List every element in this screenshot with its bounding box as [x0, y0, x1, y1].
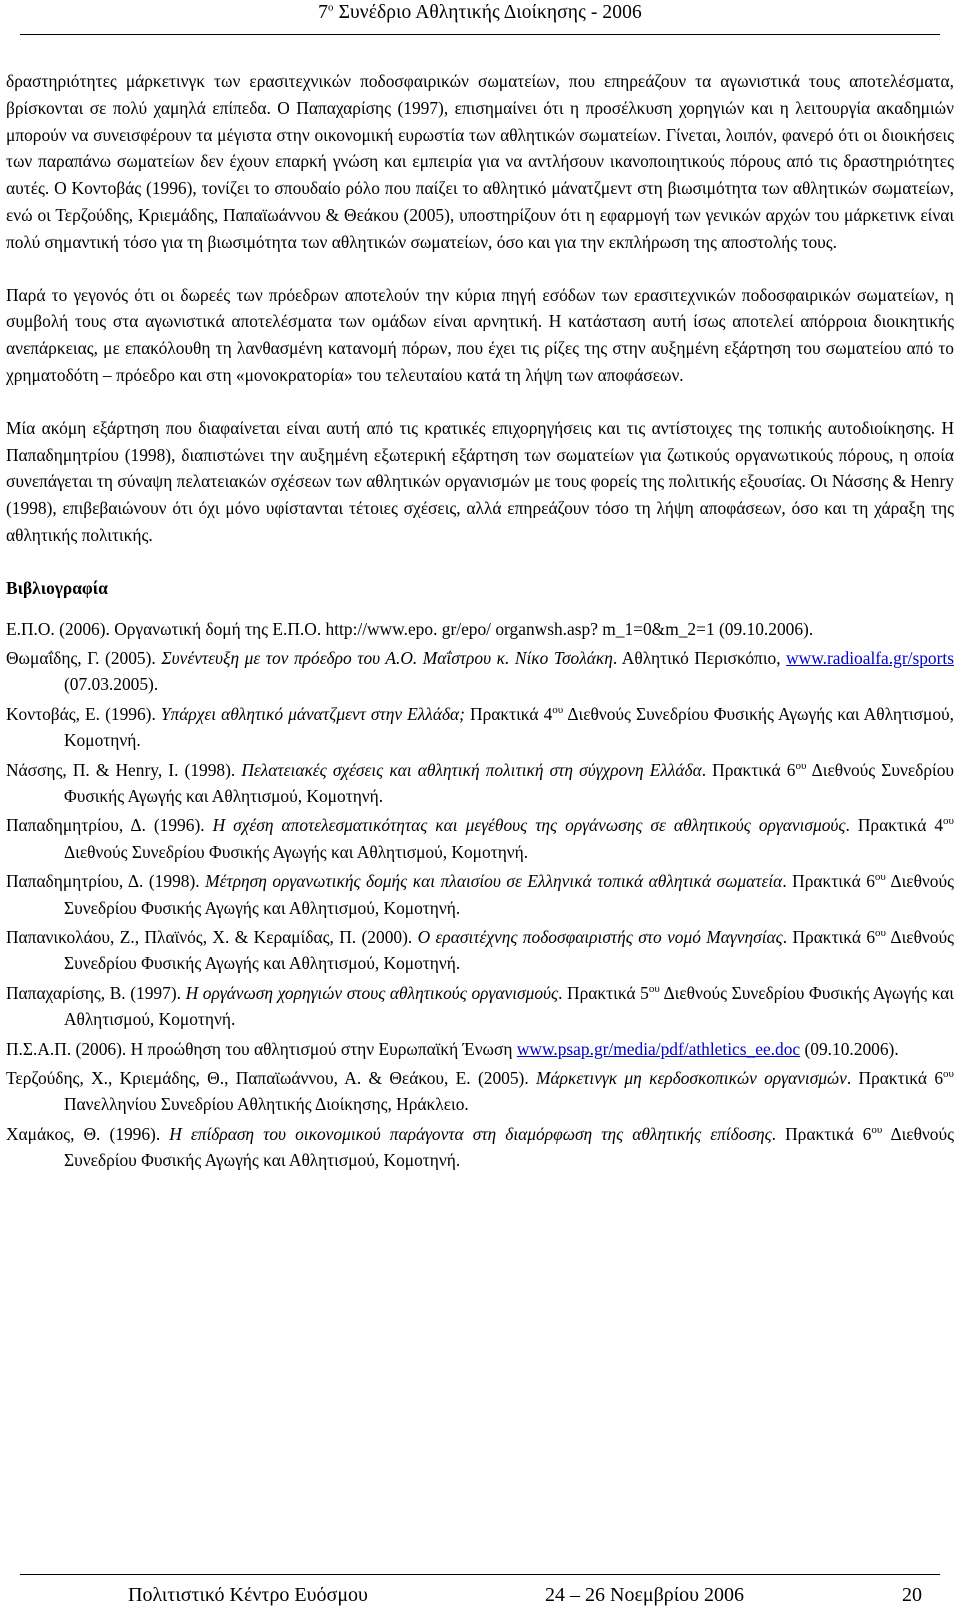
reference-item — [6, 1121, 954, 1174]
reference-title: Μάρκετινγκ μη κερδοσκοπικών οργανισμών — [535, 1068, 847, 1089]
paragraph-3: Μία ακόμη εξάρτηση που διαφαίνεται είναι αυτή από τις κρατικές επιχορηγήσεις και τις αντίστοιχες της τοπικής αυτοδιοίκησης. Η Παπαδημητρίου (1998), διαπιστώνει την αυξημένη εξωτερική εξάρτηση των σωματείων για ζωτικούς οργανωτικούς πόρους, η οποία συνεπάγεται τη σύναψη πελατειακών σχέσεων των αθλητικών οργανισμών με τους φορείς της πολιτικής εξουσίας. Οι Νάσσης & Henry (1998), επιβεβαιώνουν ότι όχι μόνο υφίστανται τέτοιες σχέσεις, αλλά επηρεάζουν τόσο τη λήψη αποφάσεων, όσο και τη χάραξη της αθλητικής πολιτικής. — [6, 417, 954, 545]
reference-ordinal: ου — [648, 983, 660, 996]
reference-ordinal: ου — [552, 703, 564, 716]
reference-author: Θωμαΐδης, Γ. (2005). — [6, 647, 162, 668]
reference-item — [6, 757, 954, 810]
reference-date: (07.03.2005). — [64, 674, 159, 695]
page-number: 20 — [902, 1584, 922, 1606]
title-ordinal: ο — [328, 1, 334, 14]
reference-title: Ο ερασιτέχνης ποδοσφαιριστής στο νομό Μαγνησίας — [417, 927, 783, 948]
reference-title: Μέτρηση οργανωτικής δομής και πλαισίου σε Ελληνικά τοπικά αθλητικά σωματεία — [205, 871, 783, 892]
reference-date: (09.10.2006). — [800, 1038, 899, 1059]
reference-author: Παπαδημητρίου, Δ. (1998). — [6, 871, 206, 892]
reference-item — [6, 1065, 954, 1118]
reference-link[interactable]: www.psap.gr/media/pdf/athletics_ee.doc — [516, 1038, 801, 1059]
reference-venue: Πανελληνίου Συνεδρίου Αθλητικής Διοίκησης, Ηράκλειο. — [64, 1094, 469, 1115]
reference-source: . Πρακτικά 4 — [845, 815, 944, 836]
reference-ordinal: ου — [943, 815, 954, 828]
reference-ordinal: ου — [874, 871, 886, 884]
reference-venue: Διεθνούς Συνεδρίου Φυσικής Αγωγής και Αθλητισμού, Κομοτηνή. — [64, 927, 954, 974]
reference-author: Παπαχαρίσης, Β. (1997). — [6, 982, 186, 1003]
footer-date: 24 – 26 Νοεμβρίου 2006 — [545, 1584, 745, 1606]
reference-title: Πελατειακές σχέσεις και αθλητική πολιτική στη σύγχρονη Ελλάδα — [241, 759, 702, 780]
reference-item — [6, 1036, 954, 1062]
title-text: Συνέδριο Αθλητικής Διοίκησης - 2006 — [333, 2, 642, 23]
bibliography-heading: Βιβλιογραφία — [6, 577, 108, 598]
reference-source: . Πρακτικά 6 — [782, 871, 875, 892]
reference-ordinal: ου — [943, 1068, 954, 1081]
reference-ordinal: ου — [871, 1124, 883, 1137]
reference-author: Χαμάκος, Θ. (1996). — [6, 1123, 170, 1144]
paragraph-2: Παρά το γεγονός ότι οι δωρεές των πρόεδρων αποτελούν την κύρια πηγή εσόδων των ερασιτεχνικών ποδοσφαιρικών σωματείων, η συμβολή τους στα αγωνιστικά αποτελέσματα των ομάδων είναι αρνητική. Η κατάσταση αυτή ίσως αποτελεί απόρροια διοικητικής ανεπάρκειας, με επακόλουθη τη λανθασμένη κατανομή πόρων, που έχει τις ρίζες της στην αυξημένη εξάρτηση του σωματείου από το χρηματοδότη – πρόεδρο και στη «μονοκρατορία» του τελευταίου κατά τη λήψη των αποφάσεων. — [6, 284, 954, 385]
reference-title: Η οργάνωση χορηγιών στους αθλητικούς οργανισμούς — [185, 982, 559, 1003]
reference-venue: Διεθνούς Συνεδρίου Φυσικής Αγωγής και Αθλητισμού, Κομοτηνή. — [64, 759, 954, 806]
reference-item — [6, 924, 954, 977]
page-header — [0, 0, 960, 40]
footer-divider — [20, 1574, 940, 1575]
reference-source: Πρακτικά 4 — [464, 703, 553, 724]
conference-title — [0, 2, 960, 24]
reference-author: Παπαδημητρίου, Δ. (1996). — [6, 815, 213, 836]
reference-author: Νάσσης, Π. & Henry, Ι. (1998). — [6, 759, 242, 780]
reference-venue: Διεθνούς Συνεδρίου Φυσικής Αγωγής και Αθλητισμού, Κομοτηνή. — [64, 982, 954, 1030]
reference-item — [6, 812, 954, 865]
reference-source: . Πρακτικά 6 — [771, 1123, 872, 1144]
reference-ordinal: ου — [875, 927, 886, 940]
page-body — [6, 68, 954, 1177]
reference-venue: Διεθνούς Συνεδρίου Φυσικής Αγωγής και Αθλητισμού, Κομοτηνή. — [64, 1123, 954, 1171]
reference-item — [6, 616, 954, 642]
title-number: 7 — [318, 2, 329, 23]
reference-item — [6, 645, 954, 698]
reference-title: Συνέντευξη με τον πρόεδρο του Α.Ο. Μαΐστρου κ. Νίκο Τσολάκη — [161, 647, 613, 668]
reference-author: Τερζούδης, Χ., Κριεμάδης, Θ., Παπαϊωάννου, Α. & Θεάκου, Ε. (2005). — [6, 1068, 536, 1089]
reference-text: Π.Σ.Α.Π. (2006). Η προώθηση του αθλητισμού στην Ευρωπαϊκή Ένωση — [6, 1038, 517, 1059]
reference-venue: Διεθνούς Συνεδρίου Φυσικής Αγωγής και Αθλητισμού, Κομοτηνή. — [64, 841, 529, 862]
reference-item — [6, 980, 954, 1033]
reference-venue: Διεθνούς Συνεδρίου Φυσικής Αγωγής και Αθλητισμού, Κομοτηνή. — [64, 871, 954, 918]
reference-source: . Πρακτικά 6 — [701, 759, 796, 780]
reference-source: . Πρακτικά 6 — [782, 927, 876, 948]
reference-title: Υπάρχει αθλητικό μάνατζμεντ στην Ελλάδα; — [160, 703, 465, 724]
reference-link[interactable]: www.radioalfa.gr/sports — [786, 647, 954, 668]
reference-text: Ε.Π.Ο. (2006). Οργανωτική δομή της Ε.Π.Ο. http://www.epo. gr/epo/ organwsh.asp? m_1=0&m_2=1 (09.10.2006). — [6, 618, 814, 639]
reference-ordinal: ου — [795, 759, 807, 772]
reference-venue: Διεθνούς Συνεδρίου Φυσικής Αγωγής και Αθλητισμού, Κομοτηνή. — [64, 703, 954, 751]
reference-title: Η επίδραση του οικονομικού παράγοντα στη διαμόρφωση της αθλητικής επίδοσης — [169, 1123, 772, 1144]
footer-venue: Πολιτιστικό Κέντρο Ευόσμου — [128, 1584, 368, 1606]
reference-item — [6, 701, 954, 754]
paragraph-1: δραστηριότητες μάρκετινγκ των ερασιτεχνικών ποδοσφαιρικών σωματείων, που επηρεάζουν τα αγωνιστικά τους αποτελέσματα, βρίσκονται σε πολύ χαμηλά επίπεδα. Ο Παπαχαρίσης (1997), επισημαίνει ότι η προσέλκυση χορηγιών και η λειτουργία ακαδημιών μπορούν να συνεισφέρουν τα μέγιστα στην οικονομική ευρωστία των αθλητικών σωματείων. Γίνεται, λοιπόν, φανερό ότι οι διοικήσεις των παραπάνω σωματείων δεν έχουν επαρκή γνώση και εμπειρία για να αντλήσουν ικανοποιητικούς πόρους από τις δραστηριότητες αυτές. Ο Κοντοβάς (1996), τονίζει το σπουδαίο ρόλο που παίζει το αθλητικό μάνατζμεντ στη βιωσιμότητα των αθλητικών σωματείων, ενώ οι Τερζούδης, Κριεμάδης, Παπαϊωάννου & Θεάκου (2005), υποστηρίζουν ότι η εφαρμογή των γενικών αρχών του μάρκετινκ είναι πολύ σημαντική τόσο για τη βιωσιμότητα των αθλητικών σωματείων, όσο και για την εκπλήρωση της αποστολής τους. — [6, 71, 954, 252]
reference-author: Παπανικολάου, Ζ., Πλαϊνός, Χ. & Κεραμίδας, Π. (2000). — [6, 927, 418, 948]
reference-title: Η σχέση αποτελεσματικότητας και μεγέθους της οργάνωσης σε αθλητικούς οργανισμούς — [212, 815, 846, 836]
page-footer — [0, 1574, 960, 1614]
header-divider — [20, 34, 940, 35]
reference-item — [6, 868, 954, 921]
reference-source: . Αθλητικό Περισκόπιο, — [612, 647, 787, 668]
reference-author: Κοντοβάς, Ε. (1996). — [6, 703, 161, 724]
reference-source: . Πρακτικά 6 — [846, 1068, 944, 1089]
reference-source: . Πρακτικά 5 — [558, 982, 649, 1003]
reference-list — [6, 616, 954, 1174]
